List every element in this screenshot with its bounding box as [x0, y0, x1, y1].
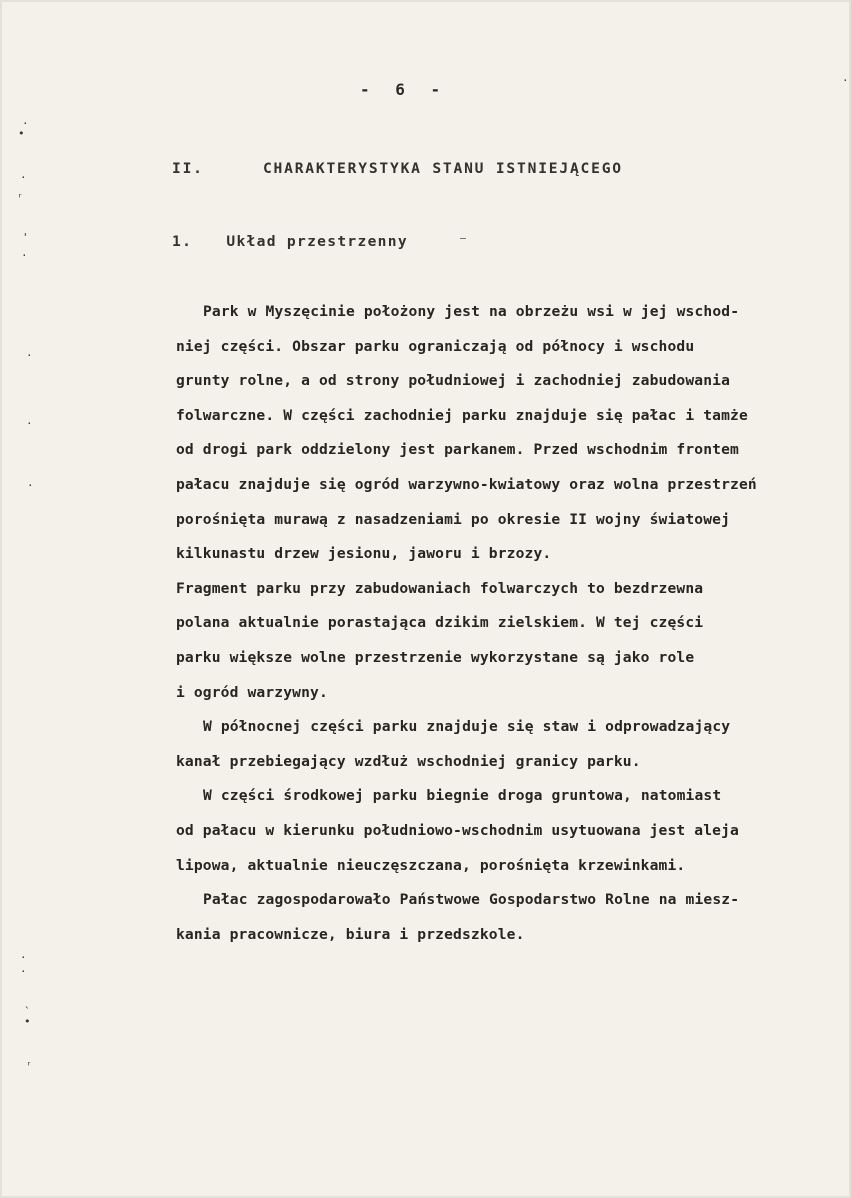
text-line: W północnej części parku znajduje się staw i odprowadzający [203, 718, 731, 736]
section-heading [172, 160, 623, 177]
scan-speck: ʳ [17, 191, 24, 204]
text-line: niej części. Obszar parku ograniczają od północy i wschodu [176, 337, 695, 355]
text-line: grunty rolne, a od strony południowej i zachodniej zabudowania [176, 372, 731, 390]
subsection-number: 1. [172, 233, 193, 250]
scan-speck: • [18, 127, 25, 140]
text-line: parku większe wolne przestrzenie wykorzystane są jako role [176, 648, 695, 666]
scan-speck: · [20, 171, 27, 184]
text-line: porośnięta murawą z nasadzeniami po okresie II wojny światowej [176, 510, 731, 528]
scan-speck: · [20, 951, 27, 964]
scan-speck: ` [24, 1005, 31, 1018]
scan-speck: • [24, 1015, 31, 1028]
scan-speck: · [842, 74, 849, 87]
stray-mark [460, 238, 466, 239]
scan-speck: ʳ [26, 1059, 33, 1072]
section-numeral: II. [172, 160, 204, 177]
subsection-heading [172, 233, 408, 250]
text-line: kanał przebiegający wzdłuż wschodniej granicy parku. [176, 752, 641, 770]
scan-speck: · [22, 117, 29, 130]
text-line: i ogród warzywny. [176, 683, 328, 701]
text-line: polana aktualnie porastająca dzikim zielskiem. W tej części [176, 614, 704, 632]
text-line: W części środkowej parku biegnie droga gruntowa, natomiast [203, 787, 722, 805]
text-line: pałacu znajduje się ogród warzywno-kwiatowy oraz wolna przestrzeń [176, 475, 757, 493]
text-line: Pałac zagospodarowało Państwowe Gospodarstwo Rolne na miesz- [203, 891, 740, 909]
page-number: - 6 - [360, 80, 449, 99]
scan-speck: · [26, 349, 33, 362]
scan-speck: ' [22, 231, 29, 244]
text-line: lipowa, aktualnie nieuczęszczana, porośnięta krzewinkami. [176, 856, 686, 874]
scan-speck: · [20, 965, 27, 978]
text-line: folwarczne. W części zachodniej parku znajduje się pałac i tamże [176, 406, 748, 424]
text-line: od drogi park oddzielony jest parkanem. Przed wschodnim frontem [176, 441, 739, 459]
text-line: kilkunastu drzew jesionu, jaworu i brzozy. [176, 545, 552, 563]
text-line: kania pracownicze, biura i przedszkole. [176, 925, 525, 943]
text-line: Fragment parku przy zabudowaniach folwarczych to bezdrzewna [176, 579, 704, 597]
text-line: Park w Myszęcinie położony jest na obrzeżu wsi w jej wschod- [203, 303, 740, 320]
section-title: CHARAKTERYSTYKA STANU ISTNIEJĄCEGO [262, 160, 623, 177]
scan-speck: · [21, 249, 28, 262]
subsection-title: Układ przestrzenny [226, 233, 408, 250]
scan-speck: · [26, 417, 33, 430]
body-text [176, 295, 846, 952]
text-line: od pałacu w kierunku południowo-wschodnim usytuowana jest aleja [176, 821, 739, 839]
scan-speck: · [27, 479, 34, 492]
